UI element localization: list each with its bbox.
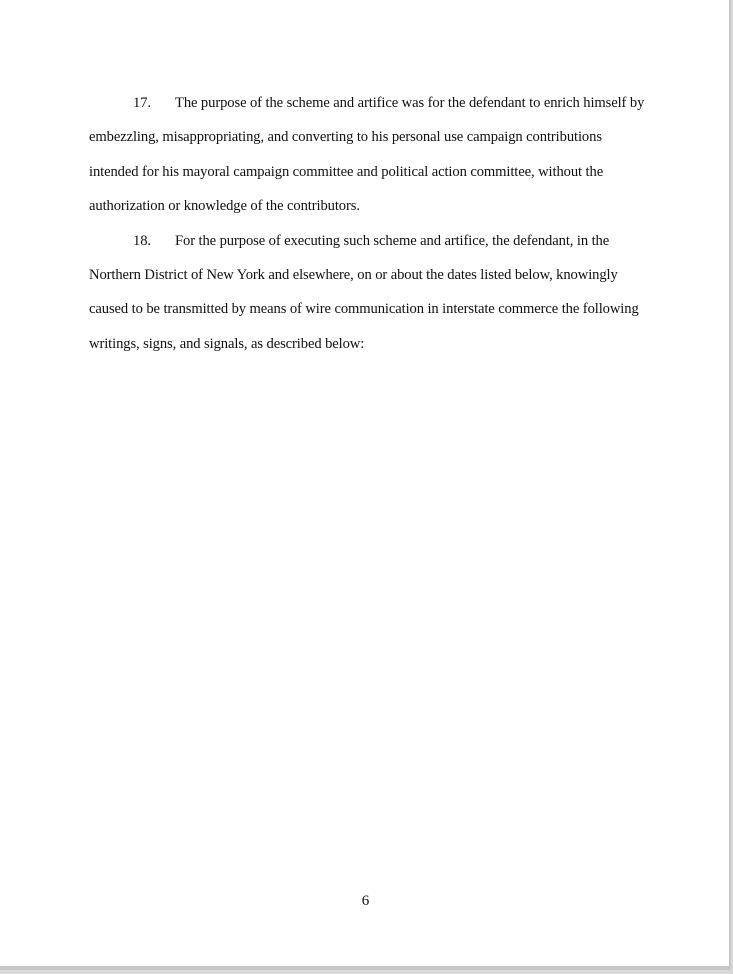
paragraph-line: caused to be transmitted by means of wire communication in interstate commerce the following [89, 301, 639, 318]
paragraph-line: The purpose of the scheme and artifice was for the defendant to enrich himself by [175, 95, 645, 111]
paragraph-line: For the purpose of executing such scheme and artifice, the defendant, in the [175, 232, 610, 249]
paragraph-first-line [89, 224, 689, 258]
paragraph-first-line [89, 86, 689, 120]
paragraph-line: embezzling, misappropriating, and converting to his personal use campaign contributions [89, 129, 602, 146]
paragraph-17 [89, 86, 689, 224]
paragraph-line: Northern District of New York and elsewhere, on or about the dates listed below, knowingly [89, 267, 618, 284]
paragraph-number: 18. [133, 232, 151, 249]
body-text [89, 86, 689, 361]
paragraph-line: intended for his mayoral campaign committee and political action committee, without the [89, 163, 604, 180]
paragraph-number: 17. [133, 95, 151, 111]
paragraph-line: writings, signs, and signals, as described below: [89, 335, 365, 352]
paragraph-line: authorization or knowledge of the contributors. [89, 198, 360, 215]
paragraph-18 [89, 224, 689, 362]
page-number: 6 [361, 893, 370, 909]
